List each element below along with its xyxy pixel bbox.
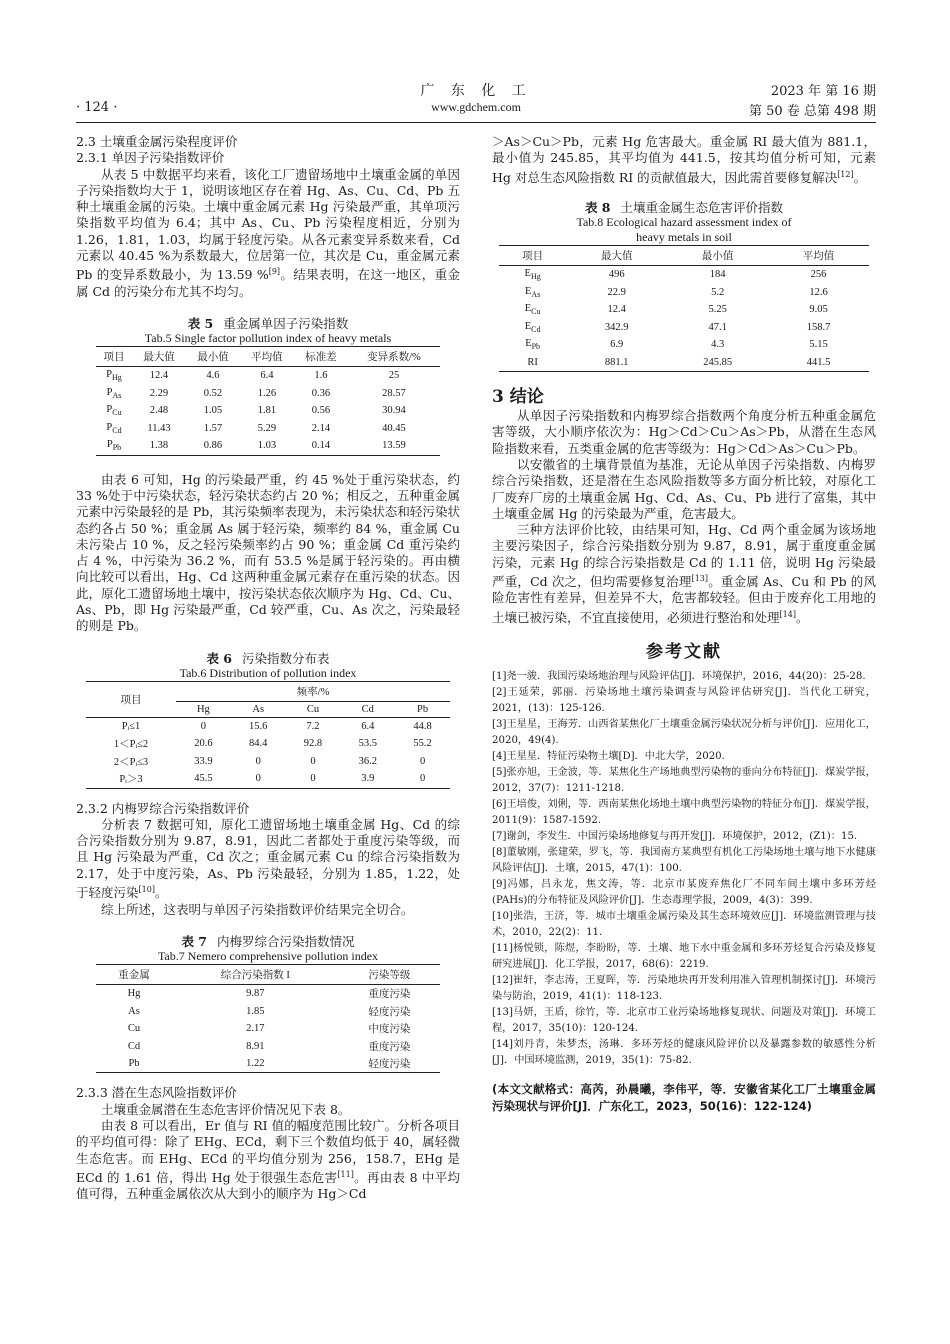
table-cell: 1.05 — [203, 405, 223, 417]
table-row — [499, 354, 869, 372]
table-cell: 22.9 — [607, 286, 626, 298]
table-cell: 2.17 — [246, 1023, 265, 1035]
volume-info: 第 50 卷 总第 498 期 — [748, 104, 876, 119]
paragraph: 从单因子污染指数和内梅罗综合指数两个角度分析五种重金属危害等级，大小顺序依次为：Hg＞Cd＞Cu＞As＞Pb，从潜在生态风险指数来看，五类重金属的危害等级为：Hg＞Cd＞As＞Cu＞Pb。 — [492, 408, 876, 456]
reference-item: [9]冯娜，吕永龙，焦文涛，等．北京市某废弃焦化厂不同车间土壤中多环芳烃(PAHs)的分布特征及风险评价[J]．生态毒理学报，2009，4(3)：399. — [492, 878, 876, 906]
table-cell: 40.45 — [382, 422, 406, 434]
table-header-cell: 项目 — [499, 246, 566, 266]
table-row — [499, 301, 869, 319]
table-cell: 1.57 — [203, 422, 223, 434]
journal-title: 广 东 化 工 — [420, 83, 532, 99]
table-cell: 256 — [810, 269, 827, 281]
left-column — [76, 134, 460, 1203]
right-column — [492, 134, 876, 1115]
table-cell: 30.94 — [382, 405, 406, 417]
row-label: $P_{Hg}$ — [106, 369, 122, 383]
table-header-cell: 污染等级 — [339, 964, 440, 984]
table-cell: 47.1 — [708, 321, 727, 333]
table-cell: 8.91 — [246, 1040, 265, 1052]
table-cell: 中度污染 — [368, 1024, 411, 1036]
section-heading: 2.3 土壤重金属污染程度评价 — [76, 134, 238, 149]
row-label: $E_{Cu}$ — [524, 303, 541, 317]
table-header-cell: 重金属 — [96, 964, 172, 984]
table-cell: Cu — [127, 1023, 141, 1035]
table6-caption-en: Tab.6 Distribution of pollution index — [179, 665, 357, 680]
journal-url: www.gdchem.com — [431, 100, 521, 114]
table-cell: 1.03 — [257, 440, 277, 452]
table-cell: 20.6 — [194, 738, 213, 750]
table-row — [86, 717, 450, 735]
table-cell: 1.81 — [257, 405, 277, 417]
table-row — [96, 420, 440, 438]
table-cell: 9.87 — [246, 988, 265, 1000]
table-header-cell: 平均值 — [768, 246, 869, 266]
table-cell: Pb — [128, 1058, 140, 1070]
table-header-cell: 最小值 — [186, 347, 240, 367]
table-cell: 84.4 — [249, 738, 268, 750]
row-label: RI — [527, 356, 538, 368]
table5 — [96, 346, 440, 456]
table-cell: 11.43 — [147, 422, 171, 434]
table5-caption-en: Tab.5 Single factor pollution index of heavy metals — [144, 331, 392, 346]
table-header-cell: Hg — [176, 701, 231, 717]
table-cell: 245.85 — [703, 356, 733, 368]
table-cell: 0 — [310, 773, 316, 785]
table-row — [499, 319, 869, 337]
table-cell: 0 — [310, 755, 316, 767]
reference-item: [7]谢剑，李发生．中国污染场地修复与再开发[J]．环境保护，2012，(Z1)：15. — [492, 830, 858, 842]
table-cell: 12.4 — [607, 304, 626, 316]
table-cell: 881.1 — [604, 356, 629, 368]
table-cell: 55.2 — [413, 738, 432, 750]
table-cell: 0 — [419, 755, 426, 767]
table-cell: Hg — [127, 988, 141, 1000]
page-header — [76, 74, 876, 123]
table-cell: 184 — [709, 269, 726, 281]
row-label: $P_{Cd}$ — [106, 421, 122, 435]
table-cell: 0 — [200, 720, 207, 732]
table-cell: 1.6 — [314, 370, 328, 382]
table-row — [96, 437, 440, 455]
table-cell: 1.38 — [149, 440, 169, 452]
subsection-heading: 2.3.1 单因子污染指数评价 — [76, 150, 225, 166]
reference-item: [13]马妍，王盾，徐竹，等．北京市工业污染场地修复现状、问题及对策[J]．环境工程，2017，35(10)：120-124. — [492, 1006, 876, 1034]
table-row — [499, 266, 869, 284]
table-cell: 1.22 — [246, 1058, 265, 1070]
table-cell: 0.36 — [311, 387, 331, 399]
reference-item: [6]王培俊，刘俐，等．西南某焦化场地土壤中典型污染物的特征分布[J]．煤炭学报，2011(9)：1587-1592. — [492, 798, 876, 826]
row-label: 2＜Pᵢ≤3 — [113, 756, 149, 768]
table-header-cell: Pb — [395, 701, 450, 717]
table5-caption: 表 5 重金属单因子污染指数 — [187, 316, 349, 332]
row-label: $P_{Cu}$ — [106, 404, 122, 418]
table-header-cell: 标准差 — [294, 347, 348, 367]
reference-item: [11]杨悦锁，陈煜，李盼盼，等．土壤、地下水中重金属和多环芳烃复合污染及修复研究进展[J]．化工学报，2017，68(6)：2219. — [492, 942, 876, 970]
table-header-cell: 最大值 — [132, 347, 186, 367]
row-label: $E_{Cd}$ — [524, 320, 541, 334]
row-label: 1＜Pᵢ≤2 — [113, 739, 149, 751]
table-cell: 5.15 — [809, 339, 828, 351]
table-header-cell: 最小值 — [667, 246, 768, 266]
table-cell: 13.59 — [382, 440, 406, 452]
table-row — [499, 284, 869, 302]
table7 — [96, 964, 440, 1074]
table-cell: 25 — [388, 370, 400, 382]
table-cell: 重度污染 — [368, 989, 411, 1001]
table-header-cell: 变异系数/% — [348, 347, 440, 367]
table-row — [96, 367, 440, 385]
row-label: $P_{As}$ — [106, 386, 122, 400]
table-cell: 2.48 — [149, 405, 169, 417]
row-label: $E_{As}$ — [524, 285, 541, 299]
table-header-cell: 综合污染指数 I — [172, 964, 339, 984]
table-header-cell: 最大值 — [566, 246, 667, 266]
reference-item: [12]崔轩，李志涛，王夏晖，等．污染地块再开发利用准入管理机制探讨[J]．环境污染与防治，2019，41(1)：118-123. — [492, 974, 876, 1002]
reference-item: [10]张浩，王济，等．城市土壤重金属污染及其生态环境效应[J]．环境监测管理与技术，2010，22(2)：11. — [492, 910, 876, 938]
table-cell: 15.6 — [249, 720, 268, 732]
table-row — [96, 385, 440, 403]
table-header-cell: 项目 — [96, 347, 132, 367]
table-cell: 4.6 — [206, 370, 220, 382]
table-cell: 53.5 — [358, 738, 377, 750]
table-row — [86, 753, 450, 771]
table-row — [96, 984, 440, 1002]
row-label: $P_{Pb}$ — [106, 439, 122, 453]
table-header-cell: As — [231, 701, 286, 717]
table8 — [499, 245, 869, 372]
table-row — [86, 735, 450, 753]
table8-caption-en-2: heavy metals in soil — [636, 230, 732, 245]
table-cell: 44.8 — [413, 720, 432, 732]
table-cell: 轻度污染 — [368, 1006, 411, 1018]
year-issue: 2023 年 第 16 期 — [770, 84, 876, 99]
table-row — [96, 402, 440, 420]
table-cell: 441.5 — [806, 356, 831, 368]
table-row — [86, 770, 450, 788]
reference-item: [4]王星星．特征污染物土壤[D]．中北大学，2020. — [492, 750, 725, 762]
table-cell: Cd — [127, 1040, 141, 1052]
row-label: Pᵢ≤1 — [121, 720, 141, 732]
section-heading: 3 结论 — [492, 387, 544, 408]
subsection-heading: 2.3.2 内梅罗综合污染指数评价 — [76, 800, 250, 816]
table-cell: 2.14 — [311, 422, 331, 434]
table7-caption: 表 7 内梅罗综合污染指数情况 — [181, 933, 355, 949]
reference-list — [492, 669, 876, 1069]
table-cell: 轻度污染 — [368, 1059, 411, 1071]
table-cell: 0.14 — [311, 440, 331, 452]
paragraph: 由表 8 可以看出，Er 值与 RI 值的幅度范围比较广。分析各项目的平均值可得：除了 EHg、ECd，剩下三个数值均低于 40，属轻微生态危害。而 EHg、ECd 的平均值分别为 256，158.7，EHg 是 ECd 的 1.61 倍，得出 Hg 处于很强生态危害[11]。再由表 8 中平均值可得，五种重金属依次从大到小的顺序为 Hg＞Cd — [76, 1117, 461, 1202]
table-cell: 0.52 — [203, 387, 223, 399]
table6-header-freq: 频率/% — [176, 681, 450, 701]
table-cell: 7.2 — [306, 720, 320, 732]
page-number: · 124 · — [76, 100, 118, 115]
table-cell: 4.3 — [711, 339, 725, 351]
citation-format: (本文文献格式：高芮，孙晨曦，李伟平，等．安徽省某化工厂土壤重金属污染现状与评价[J]．广东化工，2023，50(16)：122-124) — [492, 1081, 876, 1113]
table-header-cell: 平均值 — [240, 347, 294, 367]
reference-item: [14]刘丹青，朱梦杰，汤琳．多环芳烃的健康风险评价以及暴露参数的敏感性分析[J]．中国环境监测，2019，35(1)：75-82. — [492, 1038, 876, 1066]
table-row — [96, 1002, 440, 1020]
table-cell: 45.5 — [194, 773, 213, 785]
row-label: Pᵢ＞3 — [119, 774, 143, 786]
table6-header-item: 项目 — [86, 681, 176, 717]
table-cell: 342.9 — [604, 321, 629, 333]
table-cell: 158.7 — [806, 321, 831, 333]
table-cell: 5.29 — [257, 422, 277, 434]
paragraph: 综上所述，这表明与单因子污染指数评价结果完全切合。 — [101, 901, 414, 917]
table-cell: 2.29 — [149, 387, 169, 399]
table-cell: 6.4 — [260, 370, 274, 382]
table-cell: 36.2 — [358, 755, 377, 767]
table-row — [499, 336, 869, 354]
table-cell: 12.6 — [809, 286, 828, 298]
paragraph: 由表 6 可知，Hg 的污染最严重，约 45 %处于重污染状态，约 33 %处于中污染状态，轻污染状态约占 20 %；相反之，五种重金属元素中污染最轻的是 Pb，其污染频率表现为，未污染状态和轻污染状态约各占 50 %；重金属 As 属于轻污染，频率约 84 %，重金属 Cu 未污染占 10 %，反之轻污染频率约占 90 %；重金属 Cd 重污染约占 4 %，中污染为 36.2 %，而有 53.5 %是属于轻污染的。再由横向比较可以看出，Hg、Cd 这两种重金属元素存在重污染的状态。因此，原化工遗留场地土壤中，按污染状态依次顺序为 Hg、Cd、Cu、As、Pb，即 Hg 污染最严重，Cd 较严重，Cu、As 次之，污染最轻的则是 Pb。 — [76, 471, 460, 634]
table-cell: 9.05 — [809, 304, 828, 316]
table-cell: 0 — [419, 773, 426, 785]
table-cell: 0 — [255, 773, 261, 785]
reference-item: [5]张亦旭，王金波，等．某焦化生产场地典型污染物的垂向分布特征[J]．煤炭学报，2012，37(7)：1211-1218. — [492, 766, 876, 794]
table-cell: 6.4 — [361, 720, 375, 732]
references-heading: 参考文献 — [646, 642, 722, 663]
table-cell: 0 — [255, 755, 261, 767]
reference-item: [3]王星星，王海芳．山西省某焦化厂土壤重金属污染状况分析与评价[J]．应用化工，2020，49(4). — [492, 718, 876, 746]
table8-caption-en: Tab.8 Ecological hazard assessment index of — [576, 215, 792, 230]
paragraph: ＞As＞Cu＞Pb，元素 Hg 危害最大。重金属 RI 最大值为 881.1，最小值为 245.85，其平均值为 441.5，按其均值分析可知，元素 Hg 对总生态风险指数 RI 的贡献值最大，因此需首要修复解决[12]。 — [492, 134, 876, 185]
table6 — [86, 681, 450, 789]
reference-item: [1]尧一骏．我国污染场地治理与风险评估[J]．环境保护，2016，44(20)：25-28. — [492, 670, 866, 682]
table-cell: As — [128, 1005, 140, 1017]
reference-item: [2]王延荣，郭丽．污染场地土壤污染调查与风险评估研究[J]．当代化工研究，2021，(13)：125-126. — [492, 686, 876, 714]
table-cell: 33.9 — [194, 755, 213, 767]
table-cell: 5.2 — [711, 286, 725, 298]
table-cell: 重度污染 — [368, 1041, 411, 1053]
table-cell: 92.8 — [303, 738, 323, 750]
reference-item: [8]董敏刚，张建荣，罗飞，等．我国南方某典型有机化工污染场地土壤与地下水健康风险评估[J]．土壤，2015，47(1)：100. — [492, 846, 876, 874]
table-cell: 496 — [608, 269, 625, 281]
subsection-heading: 2.3.3 潜在生态风险指数评价 — [76, 1085, 237, 1101]
table-cell: 1.85 — [246, 1005, 265, 1017]
table-row — [96, 1037, 440, 1055]
table8-caption: 表 8 土壤重金属生态危害评价指数 — [584, 200, 784, 216]
table-row — [96, 1055, 440, 1073]
table-cell: 1.26 — [257, 387, 277, 399]
table-cell: 3.9 — [361, 773, 375, 785]
table-cell: 6.9 — [610, 339, 624, 351]
table-row — [96, 1020, 440, 1038]
table-cell: 12.4 — [149, 370, 169, 382]
table-header-cell: Cd — [340, 701, 395, 717]
paragraph: 以安徽省的土壤背景值为基准，无论从单因子污染指数、内梅罗综合污染指数，还是潜在生态风险指数等多方面分析比较，对原化工厂废弃厂房的土壤重金属 Hg、Cd、As、Cu、Pb 进行了富集，其中土壤重金属 Hg 的污染最为严重，危害最大。 — [492, 456, 876, 521]
paragraph: 从表 5 中数据平均来看，该化工厂遗留场地中土壤重金属的单因子污染指数均大于 1，说明该地区存在着 Hg、As、Cu、Cd、Pb 五种土壤重金属的污染。土壤中重金属元素 Hg 污染最严重，其单项污染指数平均值为 6.4；其中 As、Cu、Pb 污染程度相近，分别为 1.26，1.81，1.03，均属于轻度污染。从各元素变异系数来看，Cd 元素以 40.45 %为系数最大，位居第一位，其次是 Cu，重金属元素 Pb 的变异系数最小，为 13.59 %[9]。结果表明，在这一地区，重金属 Cd 的污染分布尤其不均匀。 — [76, 166, 460, 299]
row-label: $E_{Hg}$ — [524, 268, 541, 282]
row-label: $E_{Pb}$ — [525, 338, 541, 352]
table-cell: 0.56 — [311, 405, 331, 417]
paragraph: 土壤重金属潜在生态危害评价情况见下表 8。 — [101, 1101, 351, 1117]
table6-caption: 表 6 污染指数分布表 — [206, 650, 330, 666]
table-cell: 5.25 — [708, 304, 727, 316]
table7-caption-en: Tab.7 Nemero comprehensive pollution index — [157, 948, 379, 963]
table-header-cell: Cu — [286, 701, 341, 717]
table-cell: 28.57 — [382, 387, 406, 399]
paragraph: 三种方法评价比较，由结果可知，Hg、Cd 两个重金属为该场地主要污染因子，综合污染指数分别为 9.87，8.91，属于重度重金属污染，元素 Hg 的综合污染指数是 Cd 的 1.11 倍，说明 Hg 污染最严重，Cd 次之，但均需要修复治理[13]。重金属 As、Cu 和 Pb 的风险危害性有差异，但差异不大，危害都较轻。但由于废弃化工用地的土壤已被污染，不宜直接使用，必须进行整治和处理[14]。 — [492, 522, 876, 625]
journal-page — [76, 0, 876, 1344]
paragraph: 分析表 7 数据可知，原化工遗留场地土壤重金属 Hg、Cd 的综合污染指数分别为 9.87，8.91，因此二者都处于重度污染等级，而且 Hg 污染最为严重，Cd 次之；重金属元素 Cu 的综合污染指数为 2.17，处于中度污染，As、Pb 污染最轻，分别为 1.85，1.22，处于轻度污染[10]。 — [76, 816, 460, 901]
table-cell: 0.86 — [203, 440, 223, 452]
